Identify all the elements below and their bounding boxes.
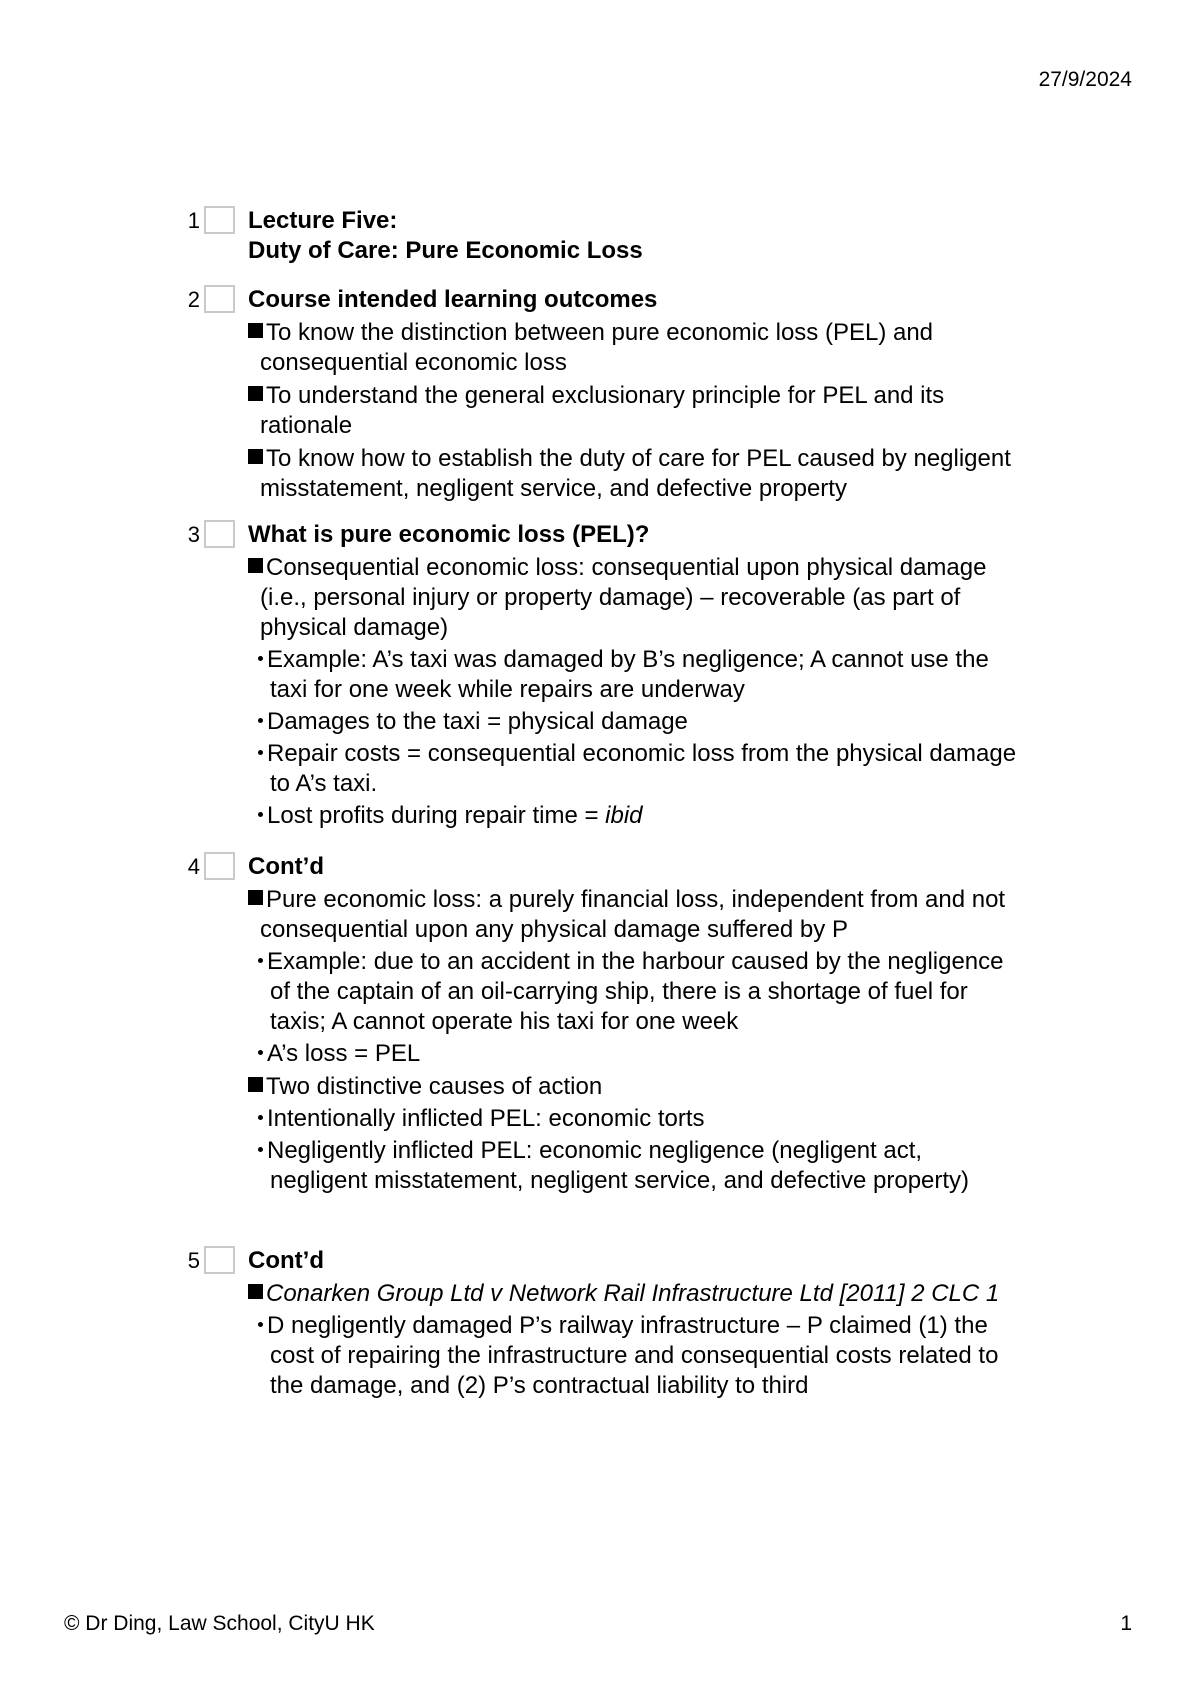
list-item: Conarken Group Ltd v Network Rail Infrastructure Ltd [2011] 2 CLC 1 bbox=[248, 1279, 1018, 1309]
slide-title bbox=[248, 206, 1018, 266]
slide-title: Cont’d bbox=[248, 853, 324, 880]
round-bullet-icon bbox=[258, 1115, 263, 1120]
slide-number: 5 bbox=[187, 1248, 200, 1273]
header-date: 27/9/2024 bbox=[1038, 68, 1132, 91]
round-bullet-icon bbox=[258, 1322, 263, 1327]
sub-list-item: Negligently inflicted PEL: economic negligence (negligent act, negligent misstatement, negligent service, and defective property) bbox=[258, 1136, 1018, 1196]
slide-number: 2 bbox=[187, 287, 200, 312]
round-bullet-icon bbox=[258, 812, 263, 817]
square-bullet-icon bbox=[248, 1077, 263, 1092]
slide-thumbnail[interactable] bbox=[204, 520, 235, 548]
list-item: Consequential economic loss: consequential upon physical damage (i.e., personal injury or property damage) – recoverable (as part of physical damage) bbox=[248, 553, 1018, 643]
sub-list-item: A’s loss = PEL bbox=[258, 1039, 1018, 1069]
square-bullet-icon bbox=[248, 386, 263, 401]
sub-list-item: Damages to the taxi = physical damage bbox=[258, 707, 1018, 737]
slide-number: 4 bbox=[187, 854, 200, 879]
round-bullet-icon bbox=[258, 1147, 263, 1152]
sub-list-item: Intentionally inflicted PEL: economic torts bbox=[258, 1104, 1018, 1134]
list-item: To know how to establish the duty of care for PEL caused by negligent misstatement, negligent service, and defective property bbox=[248, 444, 1018, 504]
slide-thumbnail[interactable] bbox=[204, 285, 235, 313]
slide-title-line: Lecture Five: bbox=[248, 207, 398, 234]
square-bullet-icon bbox=[248, 1284, 263, 1299]
sub-list-item: Lost profits during repair time = ibid bbox=[258, 801, 1018, 831]
slide-number: 3 bbox=[187, 522, 200, 547]
round-bullet-icon bbox=[258, 656, 263, 661]
slide-thumbnail[interactable] bbox=[204, 206, 235, 234]
sub-list-item: D negligently damaged P’s railway infrastructure – P claimed (1) the cost of repairing the infrastructure and consequential costs related to the damage, and (2) P’s contractual liability to third bbox=[258, 1311, 1018, 1401]
list-item: Two distinctive causes of action bbox=[248, 1072, 1018, 1102]
slide-thumbnail[interactable] bbox=[204, 1246, 235, 1274]
list-item: To know the distinction between pure economic loss (PEL) and consequential economic loss bbox=[248, 318, 1018, 378]
slide-title-line: Duty of Care: Pure Economic Loss bbox=[248, 237, 643, 264]
square-bullet-icon bbox=[248, 449, 263, 464]
footer-copyright: © Dr Ding, Law School, CityU HK bbox=[64, 1612, 375, 1635]
square-bullet-icon bbox=[248, 890, 263, 905]
slide-title: Course intended learning outcomes bbox=[248, 286, 658, 313]
round-bullet-icon bbox=[258, 718, 263, 723]
round-bullet-icon bbox=[258, 750, 263, 755]
list-item: To understand the general exclusionary principle for PEL and its rationale bbox=[248, 381, 1018, 441]
sub-list-item: Example: due to an accident in the harbour caused by the negligence of the captain of an oil-carrying ship, there is a shortage of fuel for taxis; A cannot operate his taxi for one week bbox=[258, 947, 1018, 1037]
square-bullet-icon bbox=[248, 323, 263, 338]
ibid-text: ibid bbox=[605, 802, 643, 829]
list-item: Pure economic loss: a purely financial loss, independent from and not consequential upon any physical damage suffered by P bbox=[248, 885, 1018, 945]
slide-number: 1 bbox=[187, 208, 200, 233]
square-bullet-icon bbox=[248, 558, 263, 573]
round-bullet-icon bbox=[258, 1050, 263, 1055]
slide-title: What is pure economic loss (PEL)? bbox=[248, 521, 650, 548]
sub-list-item: Repair costs = consequential economic loss from the physical damage to A’s taxi. bbox=[258, 739, 1018, 799]
slide-thumbnail[interactable] bbox=[204, 852, 235, 880]
round-bullet-icon bbox=[258, 958, 263, 963]
slide-title: Cont’d bbox=[248, 1247, 324, 1274]
sub-list-item: Example: A’s taxi was damaged by B’s negligence; A cannot use the taxi for one week while repairs are underway bbox=[258, 645, 1018, 705]
page-number: 1 bbox=[1120, 1612, 1132, 1635]
